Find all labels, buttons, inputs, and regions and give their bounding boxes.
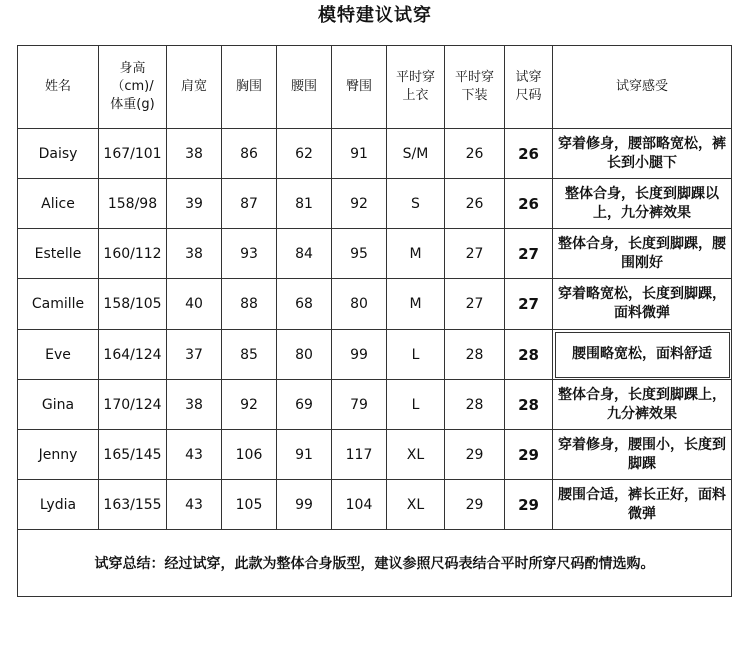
table-row — [18, 380, 732, 430]
cell-chest: 88 — [222, 279, 277, 330]
cell-bottom-size: 26 — [445, 179, 505, 229]
cell-height-weight: 163/155 — [99, 480, 167, 530]
table-row — [18, 430, 732, 480]
cell-waist: 80 — [277, 330, 332, 380]
cell-shoulder: 37 — [167, 330, 222, 380]
cell-shoulder: 43 — [167, 480, 222, 530]
cell-bottom-size: 29 — [445, 430, 505, 480]
table-row — [18, 279, 732, 330]
cell-bottom-size: 27 — [445, 279, 505, 330]
cell-hip: 117 — [332, 430, 387, 480]
cell-shoulder: 40 — [167, 279, 222, 330]
cell-name: Daisy — [18, 129, 99, 179]
cell-top-size: L — [387, 330, 445, 380]
cell-bottom-size: 28 — [445, 380, 505, 430]
cell-shoulder: 43 — [167, 430, 222, 480]
table-row — [18, 179, 732, 229]
cell-top-size: M — [387, 229, 445, 279]
table-row — [18, 129, 732, 179]
cell-hip: 92 — [332, 179, 387, 229]
cell-waist: 62 — [277, 129, 332, 179]
table-row — [18, 330, 732, 380]
cell-chest: 93 — [222, 229, 277, 279]
cell-shoulder: 38 — [167, 380, 222, 430]
table-row — [18, 480, 732, 530]
cell-chest: 92 — [222, 380, 277, 430]
cell-shoulder: 38 — [167, 129, 222, 179]
cell-name: Camille — [18, 279, 99, 330]
cell-waist: 91 — [277, 430, 332, 480]
summary-row — [18, 530, 732, 597]
header-top-size: 平时穿 上衣 — [387, 46, 445, 129]
cell-height-weight: 160/112 — [99, 229, 167, 279]
cell-bottom-size: 28 — [445, 330, 505, 380]
header-name: 姓名 — [18, 46, 99, 129]
cell-name: Alice — [18, 179, 99, 229]
header-bottom-size: 平时穿 下装 — [445, 46, 505, 129]
cell-hip: 91 — [332, 129, 387, 179]
cell-height-weight: 158/105 — [99, 279, 167, 330]
header-waist: 腰围 — [277, 46, 332, 129]
cell-height-weight: 165/145 — [99, 430, 167, 480]
cell-try-size: 28 — [505, 330, 553, 380]
cell-hip: 79 — [332, 380, 387, 430]
cell-waist: 99 — [277, 480, 332, 530]
cell-waist: 81 — [277, 179, 332, 229]
fit-table — [17, 45, 732, 597]
cell-waist: 84 — [277, 229, 332, 279]
cell-height-weight: 170/124 — [99, 380, 167, 430]
cell-top-size: M — [387, 279, 445, 330]
cell-bottom-size: 26 — [445, 129, 505, 179]
cell-height-weight: 158/98 — [99, 179, 167, 229]
cell-hip: 95 — [332, 229, 387, 279]
cell-name: Eve — [18, 330, 99, 380]
cell-height-weight: 164/124 — [99, 330, 167, 380]
cell-chest: 85 — [222, 330, 277, 380]
cell-feel: 腰围略宽松，面料舒适 — [553, 330, 732, 380]
cell-chest: 106 — [222, 430, 277, 480]
cell-chest: 105 — [222, 480, 277, 530]
cell-height-weight: 167/101 — [99, 129, 167, 179]
cell-name: Lydia — [18, 480, 99, 530]
cell-chest: 87 — [222, 179, 277, 229]
cell-feel: 整体合身，长度到脚踝，腰围刚好 — [553, 229, 732, 279]
cell-try-size: 27 — [505, 229, 553, 279]
cell-shoulder: 39 — [167, 179, 222, 229]
cell-top-size: XL — [387, 480, 445, 530]
cell-try-size: 29 — [505, 430, 553, 480]
cell-hip: 104 — [332, 480, 387, 530]
cell-feel: 穿着修身，腰围小，长度到脚踝 — [553, 430, 732, 480]
cell-top-size: XL — [387, 430, 445, 480]
cell-top-size: S — [387, 179, 445, 229]
summary-text: 试穿总结：经过试穿，此款为整体合身版型，建议参照尺码表结合平时所穿尺码酌情选购。 — [18, 530, 732, 597]
header-shoulder: 肩宽 — [167, 46, 222, 129]
cell-shoulder: 38 — [167, 229, 222, 279]
cell-feel: 穿着修身，腰部略宽松，裤长到小腿下 — [553, 129, 732, 179]
table-row — [18, 229, 732, 279]
cell-feel: 腰围合适，裤长正好，面料微弹 — [553, 480, 732, 530]
cell-top-size: S/M — [387, 129, 445, 179]
cell-waist: 69 — [277, 380, 332, 430]
cell-try-size: 26 — [505, 129, 553, 179]
cell-feel: 穿着略宽松，长度到脚踝，面料微弹 — [553, 279, 732, 330]
header-try-size: 试穿 尺码 — [505, 46, 553, 129]
cell-hip: 99 — [332, 330, 387, 380]
cell-bottom-size: 27 — [445, 229, 505, 279]
header-height-weight: 身高 （cm)/ 体重(g) — [99, 46, 167, 129]
cell-try-size: 28 — [505, 380, 553, 430]
cell-name: Gina — [18, 380, 99, 430]
cell-chest: 86 — [222, 129, 277, 179]
cell-top-size: L — [387, 380, 445, 430]
header-row — [18, 46, 732, 129]
header-hip: 臀围 — [332, 46, 387, 129]
header-chest: 胸围 — [222, 46, 277, 129]
header-feel: 试穿感受 — [553, 46, 732, 129]
cell-hip: 80 — [332, 279, 387, 330]
cell-waist: 68 — [277, 279, 332, 330]
cell-try-size: 27 — [505, 279, 553, 330]
cell-feel: 整体合身，长度到脚踝以上，九分裤效果 — [553, 179, 732, 229]
cell-name: Jenny — [18, 430, 99, 480]
cell-try-size: 29 — [505, 480, 553, 530]
cell-name: Estelle — [18, 229, 99, 279]
cell-feel: 整体合身，长度到脚踝上，九分裤效果 — [553, 380, 732, 430]
page-title: 模特建议试穿 — [318, 5, 432, 26]
cell-bottom-size: 29 — [445, 480, 505, 530]
cell-try-size: 26 — [505, 179, 553, 229]
